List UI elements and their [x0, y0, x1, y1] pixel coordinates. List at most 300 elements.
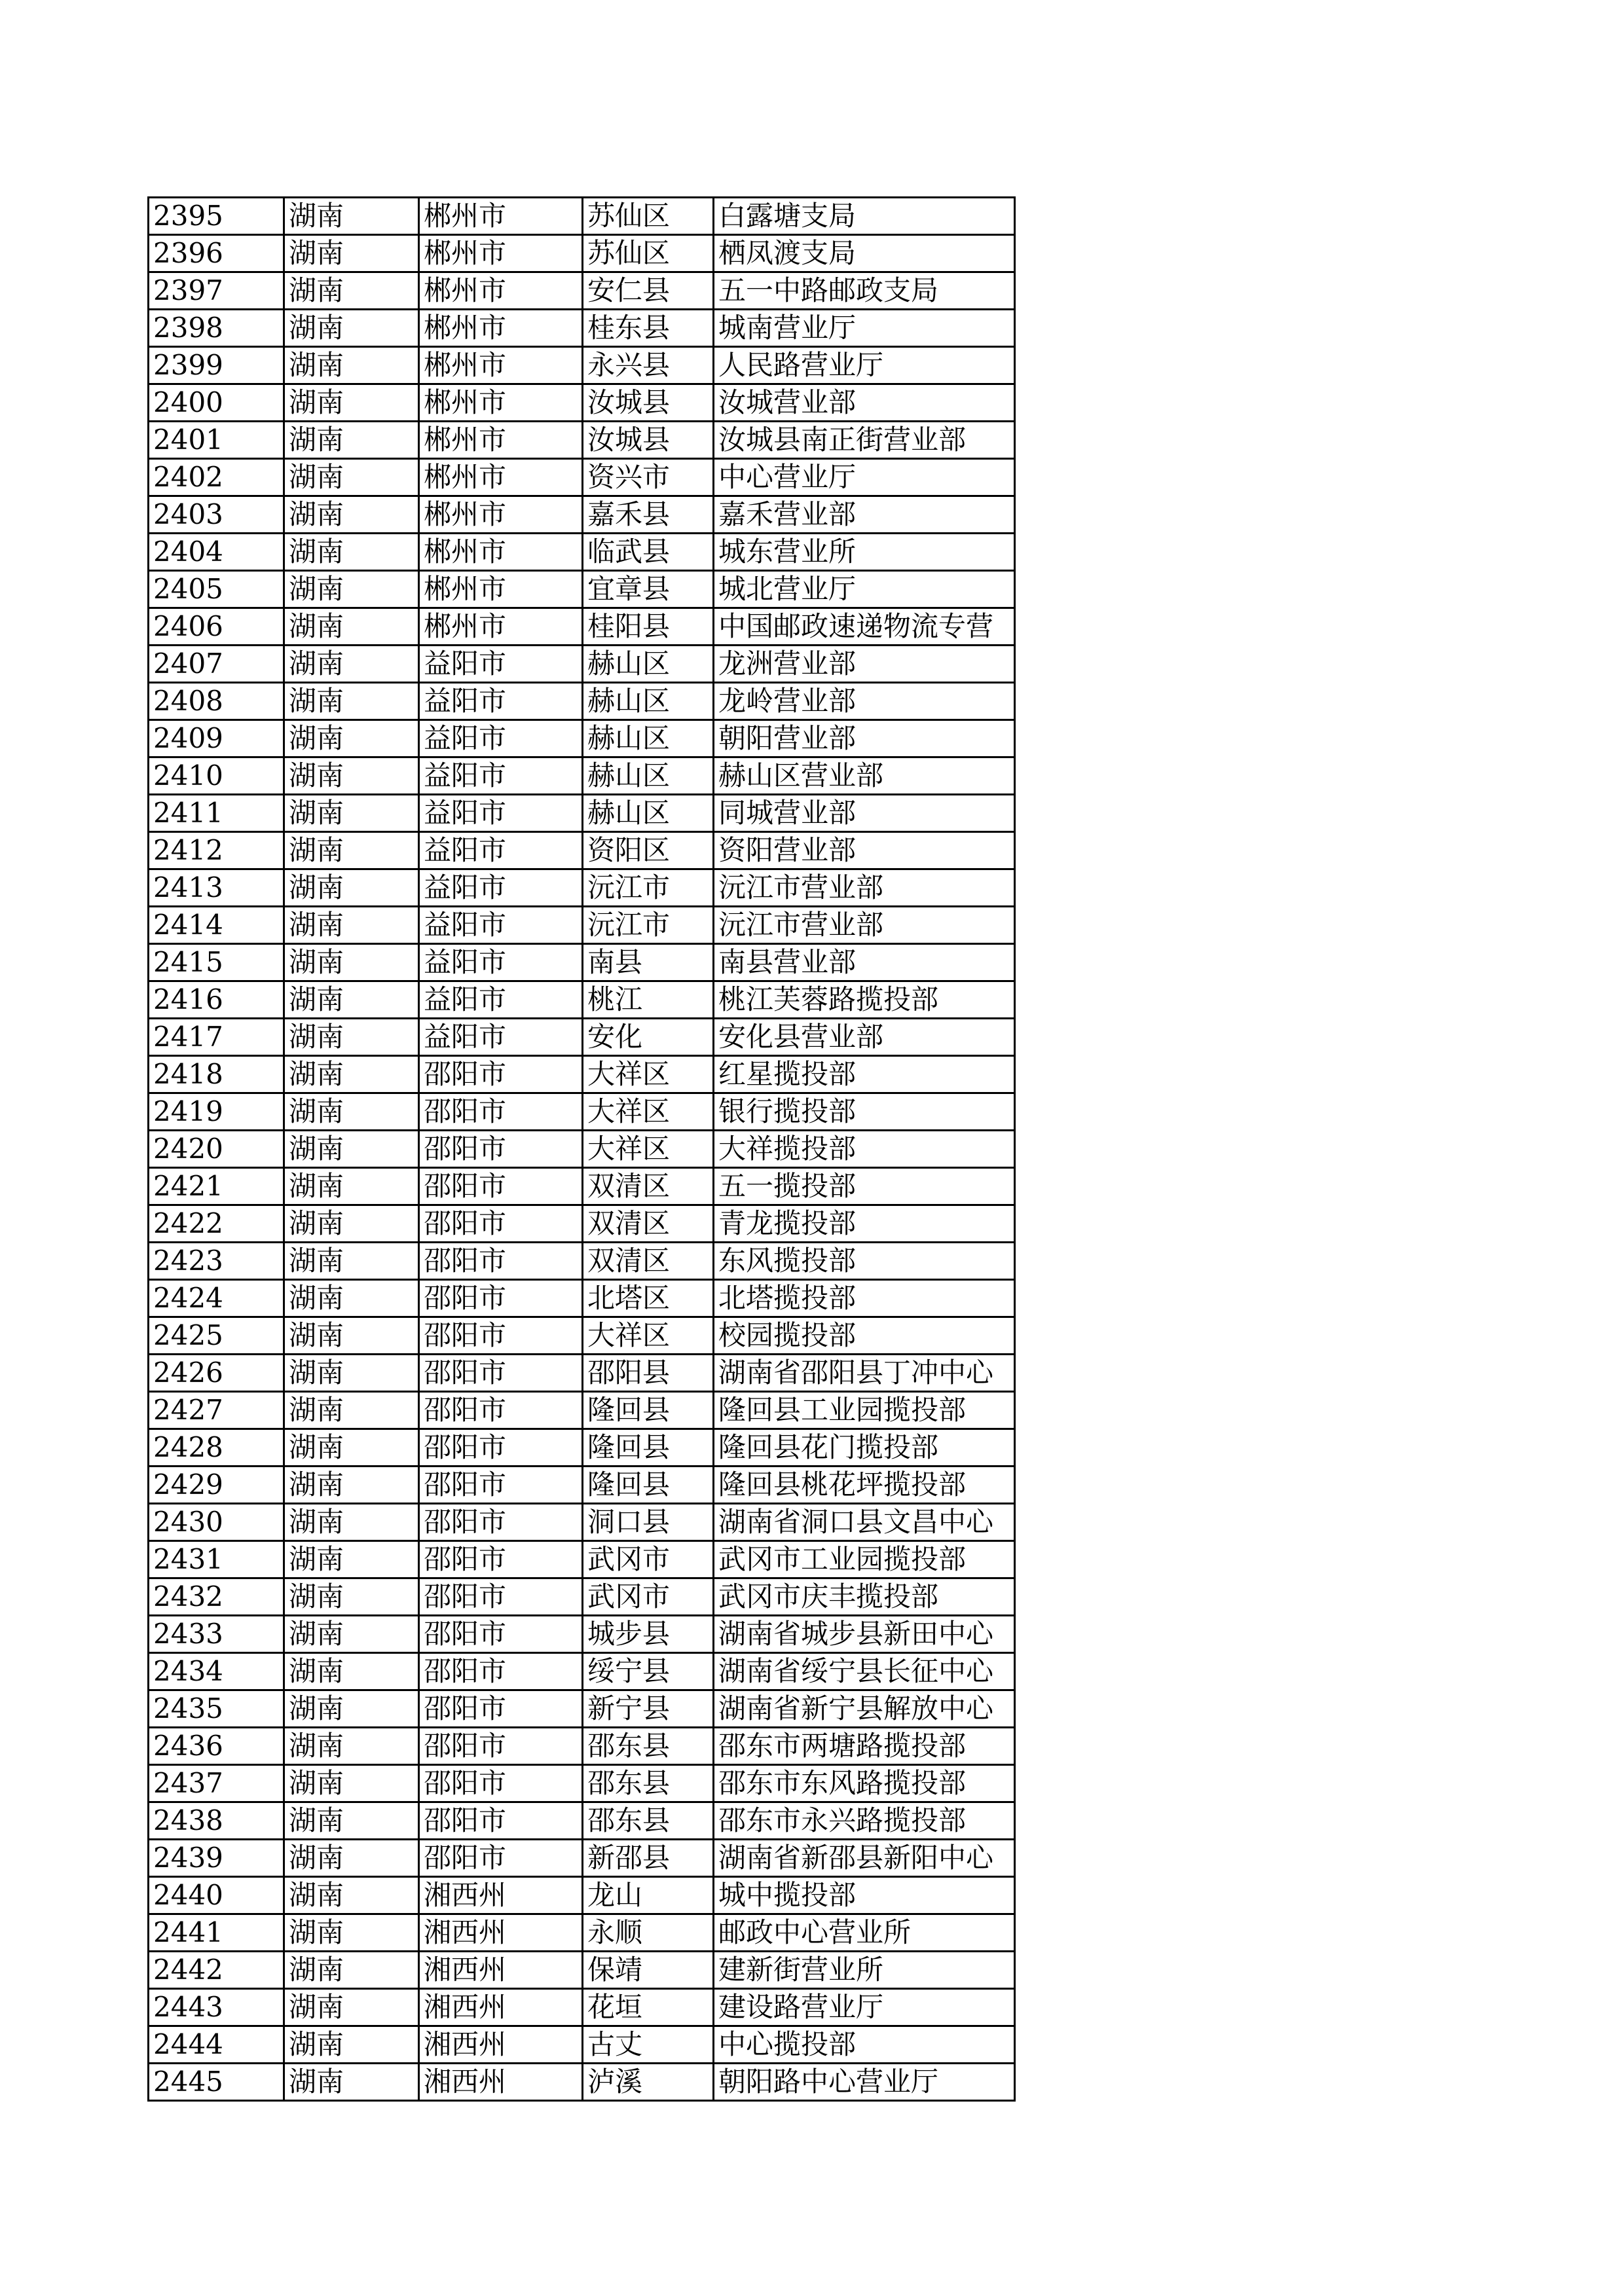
- province-cell: 湖南: [284, 1578, 419, 1616]
- district-cell: 永兴县: [583, 347, 714, 384]
- branch-name-cell: 中心揽投部: [714, 2026, 1015, 2064]
- province-cell: 湖南: [284, 2064, 419, 2101]
- row-number-cell: 2403: [149, 496, 284, 534]
- branch-name-cell: 五一中路邮政支局: [714, 272, 1015, 310]
- branch-name-cell: 湖南省城步县新田中心: [714, 1616, 1015, 1653]
- branch-name-cell: 湖南省新邵县新阳中心: [714, 1840, 1015, 1877]
- row-number-cell: 2434: [149, 1653, 284, 1690]
- branch-name-cell: 中国邮政速递物流专营: [714, 608, 1015, 646]
- district-cell: 南县: [583, 944, 714, 981]
- table-row: [149, 571, 1015, 608]
- row-number-cell: 2421: [149, 1168, 284, 1205]
- table-row: [149, 198, 1015, 235]
- table-row: [149, 1765, 1015, 1802]
- row-number-cell: 2412: [149, 832, 284, 869]
- district-cell: 保靖: [583, 1952, 714, 1989]
- city-cell: 郴州市: [419, 422, 583, 459]
- row-number-cell: 2426: [149, 1355, 284, 1392]
- city-cell: 郴州市: [419, 198, 583, 235]
- district-cell: 赫山区: [583, 720, 714, 757]
- province-cell: 湖南: [284, 1131, 419, 1168]
- table-row: [149, 272, 1015, 310]
- province-cell: 湖南: [284, 1280, 419, 1317]
- table-row: [149, 1690, 1015, 1728]
- province-cell: 湖南: [284, 1093, 419, 1131]
- province-cell: 湖南: [284, 608, 419, 646]
- province-cell: 湖南: [284, 1616, 419, 1653]
- branch-name-cell: 青龙揽投部: [714, 1205, 1015, 1243]
- district-cell: 绥宁县: [583, 1653, 714, 1690]
- table-row: [149, 1877, 1015, 1914]
- branch-name-cell: 资阳营业部: [714, 832, 1015, 869]
- table-row: [149, 1802, 1015, 1840]
- district-cell: 大祥区: [583, 1093, 714, 1131]
- province-cell: 湖南: [284, 869, 419, 907]
- branch-name-cell: 湖南省绥宁县长征中心: [714, 1653, 1015, 1690]
- row-number-cell: 2408: [149, 683, 284, 720]
- table-row: [149, 944, 1015, 981]
- district-cell: 汝城县: [583, 384, 714, 422]
- table-row: [149, 1131, 1015, 1168]
- branch-name-cell: 人民路营业厅: [714, 347, 1015, 384]
- table-row: [149, 496, 1015, 534]
- branch-name-cell: 朝阳路中心营业厅: [714, 2064, 1015, 2101]
- branch-name-cell: 同城营业部: [714, 795, 1015, 832]
- row-number-cell: 2417: [149, 1019, 284, 1056]
- province-cell: 湖南: [284, 347, 419, 384]
- district-cell: 双清区: [583, 1168, 714, 1205]
- province-cell: 湖南: [284, 1467, 419, 1504]
- district-cell: 武冈市: [583, 1541, 714, 1578]
- row-number-cell: 2443: [149, 1989, 284, 2026]
- table-row: [149, 1840, 1015, 1877]
- city-cell: 湘西州: [419, 1877, 583, 1914]
- table-row: [149, 1093, 1015, 1131]
- city-cell: 邵阳市: [419, 1541, 583, 1578]
- city-cell: 邵阳市: [419, 1280, 583, 1317]
- row-number-cell: 2429: [149, 1467, 284, 1504]
- row-number-cell: 2433: [149, 1616, 284, 1653]
- district-cell: 桂东县: [583, 310, 714, 347]
- province-cell: 湖南: [284, 198, 419, 235]
- province-cell: 湖南: [284, 981, 419, 1019]
- row-number-cell: 2407: [149, 646, 284, 683]
- province-cell: 湖南: [284, 384, 419, 422]
- province-cell: 湖南: [284, 1877, 419, 1914]
- row-number-cell: 2405: [149, 571, 284, 608]
- city-cell: 益阳市: [419, 720, 583, 757]
- row-number-cell: 2410: [149, 757, 284, 795]
- district-cell: 邵东县: [583, 1728, 714, 1765]
- row-number-cell: 2418: [149, 1056, 284, 1093]
- branch-name-cell: 城东营业所: [714, 534, 1015, 571]
- table-row: [149, 347, 1015, 384]
- row-number-cell: 2396: [149, 235, 284, 272]
- branch-name-cell: 白露塘支局: [714, 198, 1015, 235]
- district-cell: 龙山: [583, 1877, 714, 1914]
- province-cell: 湖南: [284, 720, 419, 757]
- district-cell: 邵阳县: [583, 1355, 714, 1392]
- city-cell: 邵阳市: [419, 1131, 583, 1168]
- city-cell: 邵阳市: [419, 1802, 583, 1840]
- district-cell: 洞口县: [583, 1504, 714, 1541]
- table-row: [149, 646, 1015, 683]
- city-cell: 郴州市: [419, 571, 583, 608]
- row-number-cell: 2422: [149, 1205, 284, 1243]
- city-cell: 郴州市: [419, 272, 583, 310]
- province-cell: 湖南: [284, 1205, 419, 1243]
- table-row: [149, 2064, 1015, 2101]
- table-row: [149, 683, 1015, 720]
- city-cell: 益阳市: [419, 869, 583, 907]
- row-number-cell: 2427: [149, 1392, 284, 1429]
- province-cell: 湖南: [284, 757, 419, 795]
- province-cell: 湖南: [284, 534, 419, 571]
- province-cell: 湖南: [284, 1243, 419, 1280]
- province-cell: 湖南: [284, 1168, 419, 1205]
- district-cell: 武冈市: [583, 1578, 714, 1616]
- row-number-cell: 2432: [149, 1578, 284, 1616]
- branch-name-cell: 邮政中心营业所: [714, 1914, 1015, 1952]
- province-cell: 湖南: [284, 1317, 419, 1355]
- province-cell: 湖南: [284, 422, 419, 459]
- table-row: [149, 1056, 1015, 1093]
- table-row: [149, 795, 1015, 832]
- row-number-cell: 2399: [149, 347, 284, 384]
- row-number-cell: 2425: [149, 1317, 284, 1355]
- district-cell: 双清区: [583, 1205, 714, 1243]
- branch-name-cell: 城中揽投部: [714, 1877, 1015, 1914]
- city-cell: 郴州市: [419, 310, 583, 347]
- row-number-cell: 2415: [149, 944, 284, 981]
- branch-name-cell: 龙岭营业部: [714, 683, 1015, 720]
- district-cell: 北塔区: [583, 1280, 714, 1317]
- branch-name-cell: 湖南省洞口县文昌中心: [714, 1504, 1015, 1541]
- province-cell: 湖南: [284, 1504, 419, 1541]
- city-cell: 益阳市: [419, 795, 583, 832]
- city-cell: 邵阳市: [419, 1467, 583, 1504]
- city-cell: 益阳市: [419, 981, 583, 1019]
- branch-name-cell: 隆回县花门揽投部: [714, 1429, 1015, 1467]
- city-cell: 益阳市: [419, 832, 583, 869]
- table-row: [149, 832, 1015, 869]
- province-cell: 湖南: [284, 1840, 419, 1877]
- city-cell: 益阳市: [419, 646, 583, 683]
- row-number-cell: 2423: [149, 1243, 284, 1280]
- district-cell: 永顺: [583, 1914, 714, 1952]
- row-number-cell: 2442: [149, 1952, 284, 1989]
- district-cell: 嘉禾县: [583, 496, 714, 534]
- city-cell: 邵阳市: [419, 1616, 583, 1653]
- branch-name-cell: 五一揽投部: [714, 1168, 1015, 1205]
- table-row: [149, 869, 1015, 907]
- district-cell: 安化: [583, 1019, 714, 1056]
- row-number-cell: 2440: [149, 1877, 284, 1914]
- branch-name-cell: 建新街营业所: [714, 1952, 1015, 1989]
- row-number-cell: 2406: [149, 608, 284, 646]
- province-cell: 湖南: [284, 1653, 419, 1690]
- district-cell: 邵东县: [583, 1765, 714, 1802]
- city-cell: 益阳市: [419, 907, 583, 944]
- table-row: [149, 2026, 1015, 2064]
- table-row: [149, 1429, 1015, 1467]
- district-cell: 隆回县: [583, 1429, 714, 1467]
- row-number-cell: 2441: [149, 1914, 284, 1952]
- row-number-cell: 2436: [149, 1728, 284, 1765]
- district-cell: 苏仙区: [583, 235, 714, 272]
- branch-name-cell: 武冈市工业园揽投部: [714, 1541, 1015, 1578]
- city-cell: 益阳市: [419, 757, 583, 795]
- branch-name-cell: 东风揽投部: [714, 1243, 1015, 1280]
- district-cell: 资阳区: [583, 832, 714, 869]
- row-number-cell: 2397: [149, 272, 284, 310]
- district-cell: 大祥区: [583, 1056, 714, 1093]
- row-number-cell: 2416: [149, 981, 284, 1019]
- branch-name-cell: 桃江芙蓉路揽投部: [714, 981, 1015, 1019]
- table-row: [149, 608, 1015, 646]
- province-cell: 湖南: [284, 795, 419, 832]
- district-cell: 隆回县: [583, 1392, 714, 1429]
- city-cell: 邵阳市: [419, 1653, 583, 1690]
- city-cell: 邵阳市: [419, 1840, 583, 1877]
- branch-name-cell: 沅江市营业部: [714, 869, 1015, 907]
- branch-name-cell: 汝城营业部: [714, 384, 1015, 422]
- table-row: [149, 1578, 1015, 1616]
- branch-name-cell: 汝城县南正街营业部: [714, 422, 1015, 459]
- row-number-cell: 2414: [149, 907, 284, 944]
- city-cell: 湘西州: [419, 2064, 583, 2101]
- district-cell: 桃江: [583, 981, 714, 1019]
- district-cell: 赫山区: [583, 795, 714, 832]
- branch-name-cell: 嘉禾营业部: [714, 496, 1015, 534]
- province-cell: 湖南: [284, 571, 419, 608]
- table-row: [149, 1243, 1015, 1280]
- city-cell: 邵阳市: [419, 1093, 583, 1131]
- province-cell: 湖南: [284, 310, 419, 347]
- branch-name-cell: 北塔揽投部: [714, 1280, 1015, 1317]
- city-cell: 湘西州: [419, 1914, 583, 1952]
- province-cell: 湖南: [284, 832, 419, 869]
- branch-name-cell: 建设路营业厅: [714, 1989, 1015, 2026]
- table-row: [149, 384, 1015, 422]
- district-cell: 宜章县: [583, 571, 714, 608]
- branch-name-cell: 沅江市营业部: [714, 907, 1015, 944]
- row-number-cell: 2437: [149, 1765, 284, 1802]
- district-cell: 新邵县: [583, 1840, 714, 1877]
- district-cell: 沅江市: [583, 907, 714, 944]
- table-row: [149, 1989, 1015, 2026]
- branch-name-cell: 城南营业厅: [714, 310, 1015, 347]
- table-row: [149, 310, 1015, 347]
- city-cell: 湘西州: [419, 1989, 583, 2026]
- province-cell: 湖南: [284, 1690, 419, 1728]
- district-cell: 花垣: [583, 1989, 714, 2026]
- table-row: [149, 1616, 1015, 1653]
- city-cell: 郴州市: [419, 608, 583, 646]
- city-cell: 邵阳市: [419, 1728, 583, 1765]
- table-row: [149, 1653, 1015, 1690]
- city-cell: 邵阳市: [419, 1205, 583, 1243]
- province-cell: 湖南: [284, 1728, 419, 1765]
- district-cell: 苏仙区: [583, 198, 714, 235]
- branch-name-cell: 邵东市两塘路揽投部: [714, 1728, 1015, 1765]
- table-row: [149, 1168, 1015, 1205]
- table-row: [149, 757, 1015, 795]
- branch-name-cell: 邵东市永兴路揽投部: [714, 1802, 1015, 1840]
- district-cell: 双清区: [583, 1243, 714, 1280]
- branch-name-cell: 赫山区营业部: [714, 757, 1015, 795]
- row-number-cell: 2400: [149, 384, 284, 422]
- table-row: [149, 1504, 1015, 1541]
- province-cell: 湖南: [284, 1019, 419, 1056]
- city-cell: 邵阳市: [419, 1578, 583, 1616]
- row-number-cell: 2411: [149, 795, 284, 832]
- table-row: [149, 1019, 1015, 1056]
- table-row: [149, 1728, 1015, 1765]
- table-row: [149, 1914, 1015, 1952]
- table-row: [149, 1280, 1015, 1317]
- province-cell: 湖南: [284, 907, 419, 944]
- district-cell: 汝城县: [583, 422, 714, 459]
- province-cell: 湖南: [284, 1765, 419, 1802]
- table-row: [149, 235, 1015, 272]
- province-cell: 湖南: [284, 1392, 419, 1429]
- city-cell: 邵阳市: [419, 1056, 583, 1093]
- branch-name-cell: 朝阳营业部: [714, 720, 1015, 757]
- city-cell: 郴州市: [419, 384, 583, 422]
- city-cell: 益阳市: [419, 683, 583, 720]
- branch-name-cell: 中心营业厅: [714, 459, 1015, 496]
- province-cell: 湖南: [284, 272, 419, 310]
- branch-name-cell: 银行揽投部: [714, 1093, 1015, 1131]
- province-cell: 湖南: [284, 2026, 419, 2064]
- row-number-cell: 2401: [149, 422, 284, 459]
- city-cell: 郴州市: [419, 496, 583, 534]
- province-cell: 湖南: [284, 459, 419, 496]
- city-cell: 邵阳市: [419, 1504, 583, 1541]
- row-number-cell: 2420: [149, 1131, 284, 1168]
- row-number-cell: 2413: [149, 869, 284, 907]
- table-row: [149, 459, 1015, 496]
- branch-name-cell: 湖南省新宁县解放中心: [714, 1690, 1015, 1728]
- row-number-cell: 2435: [149, 1690, 284, 1728]
- table-row: [149, 422, 1015, 459]
- province-cell: 湖南: [284, 496, 419, 534]
- branch-name-cell: 校园揽投部: [714, 1317, 1015, 1355]
- district-cell: 沅江市: [583, 869, 714, 907]
- province-cell: 湖南: [284, 683, 419, 720]
- city-cell: 郴州市: [419, 235, 583, 272]
- table-row: [149, 720, 1015, 757]
- province-cell: 湖南: [284, 1056, 419, 1093]
- branch-name-cell: 湖南省邵阳县丁冲中心: [714, 1355, 1015, 1392]
- row-number-cell: 2395: [149, 198, 284, 235]
- city-cell: 湘西州: [419, 1952, 583, 1989]
- district-cell: 邵东县: [583, 1802, 714, 1840]
- row-number-cell: 2404: [149, 534, 284, 571]
- table-row: [149, 1541, 1015, 1578]
- table-row: [149, 981, 1015, 1019]
- table-row: [149, 534, 1015, 571]
- district-cell: 泸溪: [583, 2064, 714, 2101]
- table-row: [149, 1392, 1015, 1429]
- district-cell: 新宁县: [583, 1690, 714, 1728]
- row-number-cell: 2428: [149, 1429, 284, 1467]
- table-row: [149, 907, 1015, 944]
- city-cell: 郴州市: [419, 534, 583, 571]
- row-number-cell: 2402: [149, 459, 284, 496]
- province-cell: 湖南: [284, 646, 419, 683]
- branch-name-cell: 隆回县桃花坪揽投部: [714, 1467, 1015, 1504]
- city-cell: 益阳市: [419, 944, 583, 981]
- table-row: [149, 1467, 1015, 1504]
- branch-name-cell: 大祥揽投部: [714, 1131, 1015, 1168]
- district-cell: 城步县: [583, 1616, 714, 1653]
- city-cell: 邵阳市: [419, 1317, 583, 1355]
- district-cell: 资兴市: [583, 459, 714, 496]
- table-body: [149, 198, 1015, 2101]
- district-cell: 安仁县: [583, 272, 714, 310]
- row-number-cell: 2409: [149, 720, 284, 757]
- branch-name-cell: 南县营业部: [714, 944, 1015, 981]
- district-cell: 大祥区: [583, 1317, 714, 1355]
- district-cell: 临武县: [583, 534, 714, 571]
- province-cell: 湖南: [284, 1952, 419, 1989]
- city-cell: 邵阳市: [419, 1429, 583, 1467]
- table-row: [149, 1355, 1015, 1392]
- row-number-cell: 2431: [149, 1541, 284, 1578]
- province-cell: 湖南: [284, 235, 419, 272]
- row-number-cell: 2398: [149, 310, 284, 347]
- city-cell: 郴州市: [419, 347, 583, 384]
- city-cell: 郴州市: [419, 459, 583, 496]
- city-cell: 邵阳市: [419, 1243, 583, 1280]
- district-cell: 隆回县: [583, 1467, 714, 1504]
- province-cell: 湖南: [284, 1541, 419, 1578]
- district-cell: 桂阳县: [583, 608, 714, 646]
- district-cell: 赫山区: [583, 646, 714, 683]
- province-cell: 湖南: [284, 1914, 419, 1952]
- branch-name-cell: 栖凤渡支局: [714, 235, 1015, 272]
- row-number-cell: 2445: [149, 2064, 284, 2101]
- district-cell: 古丈: [583, 2026, 714, 2064]
- row-number-cell: 2438: [149, 1802, 284, 1840]
- district-cell: 大祥区: [583, 1131, 714, 1168]
- branch-name-cell: 龙洲营业部: [714, 646, 1015, 683]
- row-number-cell: 2419: [149, 1093, 284, 1131]
- province-cell: 湖南: [284, 1802, 419, 1840]
- table-row: [149, 1317, 1015, 1355]
- row-number-cell: 2430: [149, 1504, 284, 1541]
- province-cell: 湖南: [284, 1989, 419, 2026]
- spreadsheet-table: [147, 196, 1016, 2102]
- city-cell: 湘西州: [419, 2026, 583, 2064]
- row-number-cell: 2439: [149, 1840, 284, 1877]
- row-number-cell: 2444: [149, 2026, 284, 2064]
- branch-name-cell: 城北营业厅: [714, 571, 1015, 608]
- province-cell: 湖南: [284, 944, 419, 981]
- city-cell: 邵阳市: [419, 1168, 583, 1205]
- table-row: [149, 1952, 1015, 1989]
- city-cell: 邵阳市: [419, 1392, 583, 1429]
- row-number-cell: 2424: [149, 1280, 284, 1317]
- city-cell: 邵阳市: [419, 1690, 583, 1728]
- branch-name-cell: 武冈市庆丰揽投部: [714, 1578, 1015, 1616]
- city-cell: 邵阳市: [419, 1765, 583, 1802]
- branch-name-cell: 隆回县工业园揽投部: [714, 1392, 1015, 1429]
- branch-name-cell: 红星揽投部: [714, 1056, 1015, 1093]
- branch-name-cell: 安化县营业部: [714, 1019, 1015, 1056]
